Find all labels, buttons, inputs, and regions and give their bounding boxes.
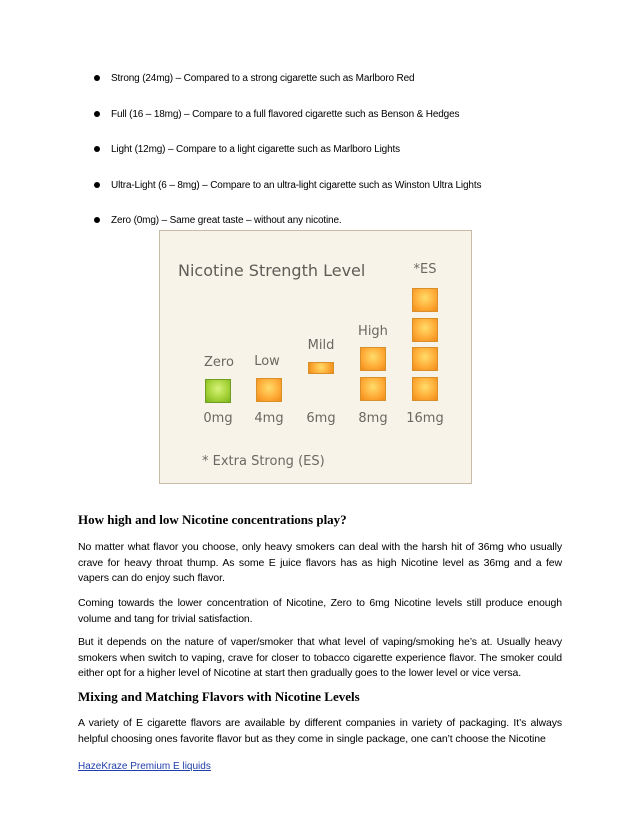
es-block — [412, 347, 438, 371]
bullet-item — [92, 108, 481, 121]
paragraph: A variety of E cigarette flavors are available by different companies in variety of packaging. It’s always helpful choosing ones favorite flavor but as they come in single package, one can’t choose the Nicotine — [78, 717, 562, 745]
bullet-item — [92, 214, 481, 227]
high-block — [360, 347, 386, 371]
bullet-dot-icon — [94, 146, 100, 152]
mg-label-4: 4mg — [254, 411, 284, 426]
mild-block — [308, 362, 334, 374]
level-label-mild: Mild — [307, 338, 335, 353]
bullet-text: Strong (24mg) – Compared to a strong cigarette such as Marlboro Red — [111, 73, 415, 84]
footer-link[interactable]: HazeKraze Premium E liquids — [78, 761, 211, 772]
bullet-item — [92, 179, 481, 192]
es-block — [412, 288, 438, 312]
paragraph: Coming towards the lower concentration of Nicotine, Zero to 6mg Nicotine levels still produce enough volume and tang for trivial satisfaction. — [78, 597, 562, 625]
bullet-item — [92, 143, 481, 156]
section-heading: How high and low Nicotine concentrations play? — [78, 512, 347, 527]
bullet-text: Ultra-Light (6 – 8mg) – Compare to an ultra-light cigarette such as Winston Ultra Lights — [111, 179, 482, 191]
level-label-es: *ES — [413, 262, 437, 277]
level-label-zero: Zero — [204, 355, 234, 370]
zero-block — [205, 379, 231, 403]
es-block — [412, 377, 438, 401]
bullet-text: Zero (0mg) – Same great taste – without any nicotine. — [111, 215, 342, 226]
section-heading: Mixing and Matching Flavors with Nicotine Levels — [78, 689, 360, 704]
nicotine-strength-figure — [159, 230, 472, 484]
bullet-dot-icon — [94, 111, 100, 117]
bullet-dot-icon — [94, 75, 100, 81]
level-label-low: Low — [254, 354, 280, 369]
bullet-list — [92, 72, 481, 250]
bullet-item — [92, 72, 481, 85]
es-block — [412, 318, 438, 342]
level-label-high: High — [358, 324, 388, 339]
figure-footnote: * Extra Strong (ES) — [202, 454, 325, 469]
bullet-text: Full (16 – 18mg) – Compare to a full flavored cigarette such as Benson & Hedges — [111, 108, 460, 120]
paragraph: No matter what flavor you choose, only heavy smokers can deal with the harsh hit of 36mg who usually crave for heavy throat thump. As some E juice flavors has as high Nicotine level as 36mg and a few vapers can do enjoy such flavor. — [78, 541, 562, 584]
mg-label-0: 0mg — [203, 411, 233, 426]
mg-label-16: 16mg — [406, 411, 444, 426]
mg-label-8: 8mg — [358, 411, 388, 426]
mg-label-6: 6mg — [306, 411, 336, 426]
paragraph: But it depends on the nature of vaper/smoker that what level of vaping/smoking he’s at. Usually heavy smokers when switch to vaping, crave for closer to tobacco cigarette experience flavor. The smoker could either opt for a higher level of Nicotine at start then gradually goes to the lower level or vice versa. — [78, 636, 562, 679]
bullet-dot-icon — [94, 182, 100, 188]
bullet-dot-icon — [94, 217, 100, 223]
high-block — [360, 377, 386, 401]
bullet-text: Light (12mg) – Compare to a light cigarette such as Marlboro Lights — [111, 144, 400, 155]
low-block — [256, 378, 282, 402]
figure-title: Nicotine Strength Level — [178, 261, 366, 280]
